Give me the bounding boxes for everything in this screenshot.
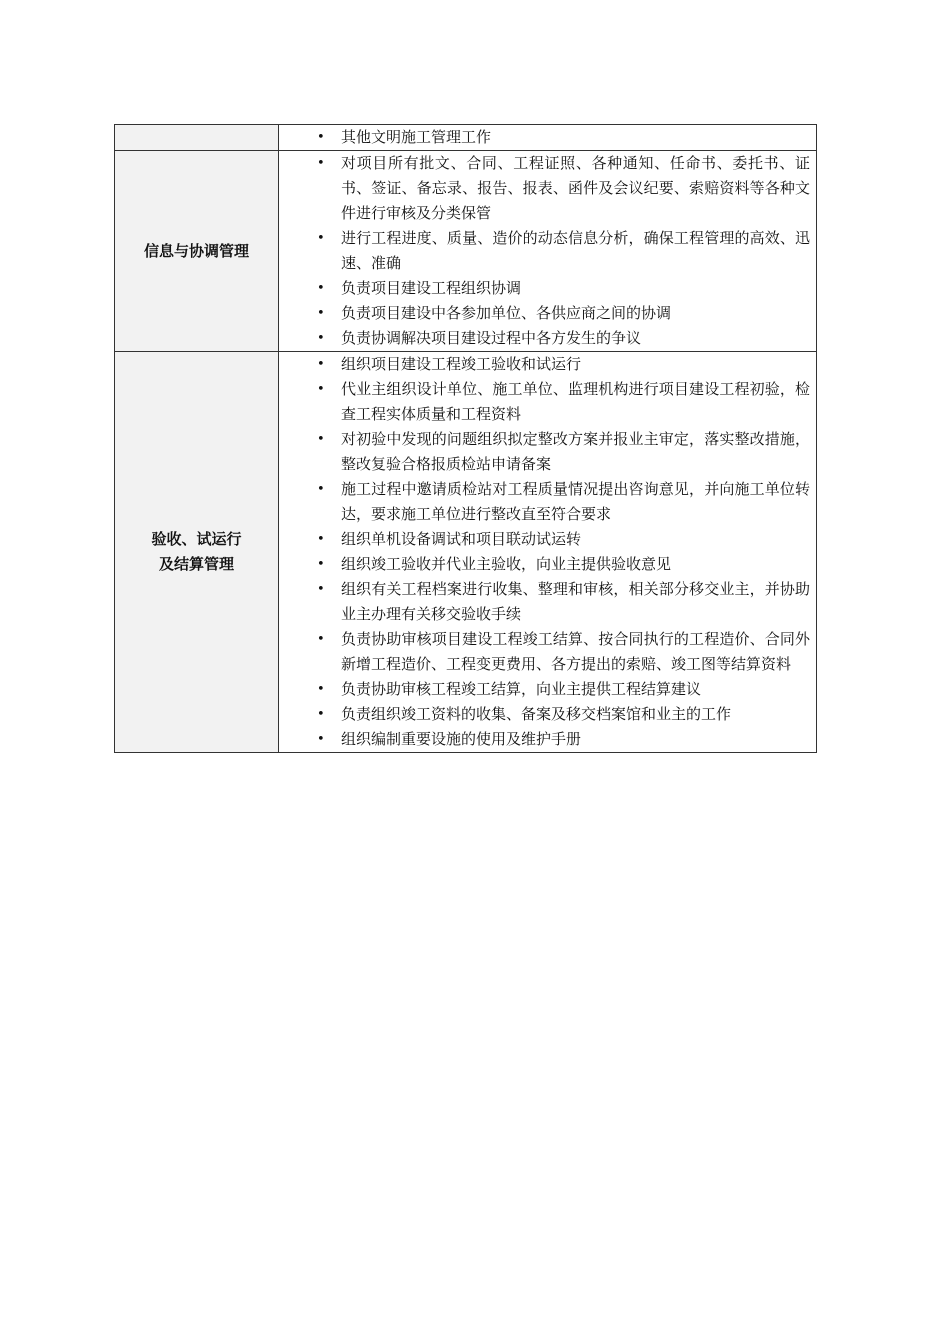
bullet-icon: •	[317, 357, 325, 372]
bullet-icon: •	[317, 432, 325, 447]
list-item-text: 负责协助审核工程竣工结算，向业主提供工程结算建议	[341, 680, 702, 698]
category-cell	[115, 125, 279, 151]
list-item-text: 组织竣工验收并代业主验收，向业主提供验收意见	[341, 555, 672, 573]
item-list	[279, 151, 816, 351]
list-item-text: 组织编制重要设施的使用及维护手册	[341, 730, 582, 748]
list-item-text: 负责协助审核项目建设工程竣工结算、按合同执行的工程造价、合同外新增工程造价、工程变更费用、各方提出的索赔、竣工图等结算资料	[341, 630, 810, 673]
list-item	[279, 527, 816, 552]
list-item	[279, 427, 816, 477]
items-cell	[279, 352, 817, 753]
list-item	[279, 125, 816, 150]
bullet-icon: •	[317, 382, 325, 397]
list-item-text: 负责协调解决项目建设过程中各方发生的争议	[341, 329, 642, 347]
bullet-icon: •	[317, 682, 325, 697]
responsibility-table	[114, 124, 817, 753]
list-item	[279, 352, 816, 377]
bullet-icon: •	[317, 306, 325, 321]
item-list	[279, 352, 816, 752]
list-item	[279, 727, 816, 752]
list-item-text: 对初验中发现的问题组织拟定整改方案并报业主审定，落实整改措施，整改复验合格报质检站申请备案	[341, 430, 810, 473]
list-item-text: 进行工程进度、质量、造价的动态信息分析，确保工程管理的高效、迅速、准确	[341, 229, 810, 272]
list-item	[279, 577, 816, 627]
list-item	[279, 226, 816, 276]
bullet-icon: •	[317, 632, 325, 647]
list-item	[279, 677, 816, 702]
list-item-text: 组织有关工程档案进行收集、整理和审核，相关部分移交业主，并协助业主办理有关移交验收手续	[341, 580, 810, 623]
bullet-icon: •	[317, 231, 325, 246]
list-item-text: 负责项目建设工程组织协调	[341, 279, 522, 297]
list-item	[279, 301, 816, 326]
list-item	[279, 702, 816, 727]
table-body	[115, 125, 817, 753]
list-item-text: 施工过程中邀请质检站对工程质量情况提出咨询意见，并向施工单位转达，要求施工单位进行整改直至符合要求	[341, 480, 810, 523]
bullet-icon: •	[317, 532, 325, 547]
bullet-icon: •	[317, 156, 325, 171]
bullet-icon: •	[317, 557, 325, 572]
items-cell	[279, 125, 817, 151]
bullet-icon: •	[317, 130, 325, 145]
list-item-text: 组织单机设备调试和项目联动试运转	[341, 530, 582, 548]
list-item	[279, 151, 816, 226]
category-label: 验收、试运行 及结算管理	[151, 530, 242, 573]
category-label: 信息与协调管理	[143, 241, 249, 260]
table-row	[115, 151, 817, 352]
bullet-icon: •	[317, 582, 325, 597]
list-item	[279, 377, 816, 427]
list-item-text: 代业主组织设计单位、施工单位、监理机构进行项目建设工程初验，检查工程实体质量和工程资料	[341, 380, 810, 423]
bullet-icon: •	[317, 707, 325, 722]
list-item-text: 负责项目建设中各参加单位、各供应商之间的协调	[341, 304, 672, 322]
list-item	[279, 276, 816, 301]
list-item	[279, 627, 816, 677]
bullet-icon: •	[317, 331, 325, 346]
bullet-icon: •	[317, 281, 325, 296]
category-cell	[115, 352, 279, 753]
table-row	[115, 352, 817, 753]
list-item-text: 组织项目建设工程竣工验收和试运行	[341, 355, 582, 373]
list-item-text: 其他文明施工管理工作	[341, 128, 492, 146]
bullet-icon: •	[317, 482, 325, 497]
list-item	[279, 326, 816, 351]
items-cell	[279, 151, 817, 352]
category-cell	[115, 151, 279, 352]
list-item-text: 对项目所有批文、合同、工程证照、各种通知、任命书、委托书、证书、签证、备忘录、报告、报表、函件及会议纪要、索赔资料等各种文件进行审核及分类保管	[341, 154, 810, 222]
table-row	[115, 125, 817, 151]
bullet-icon: •	[317, 732, 325, 747]
item-list	[279, 125, 816, 150]
list-item	[279, 477, 816, 527]
list-item-text: 负责组织竣工资料的收集、备案及移交档案馆和业主的工作	[341, 705, 732, 723]
list-item	[279, 552, 816, 577]
